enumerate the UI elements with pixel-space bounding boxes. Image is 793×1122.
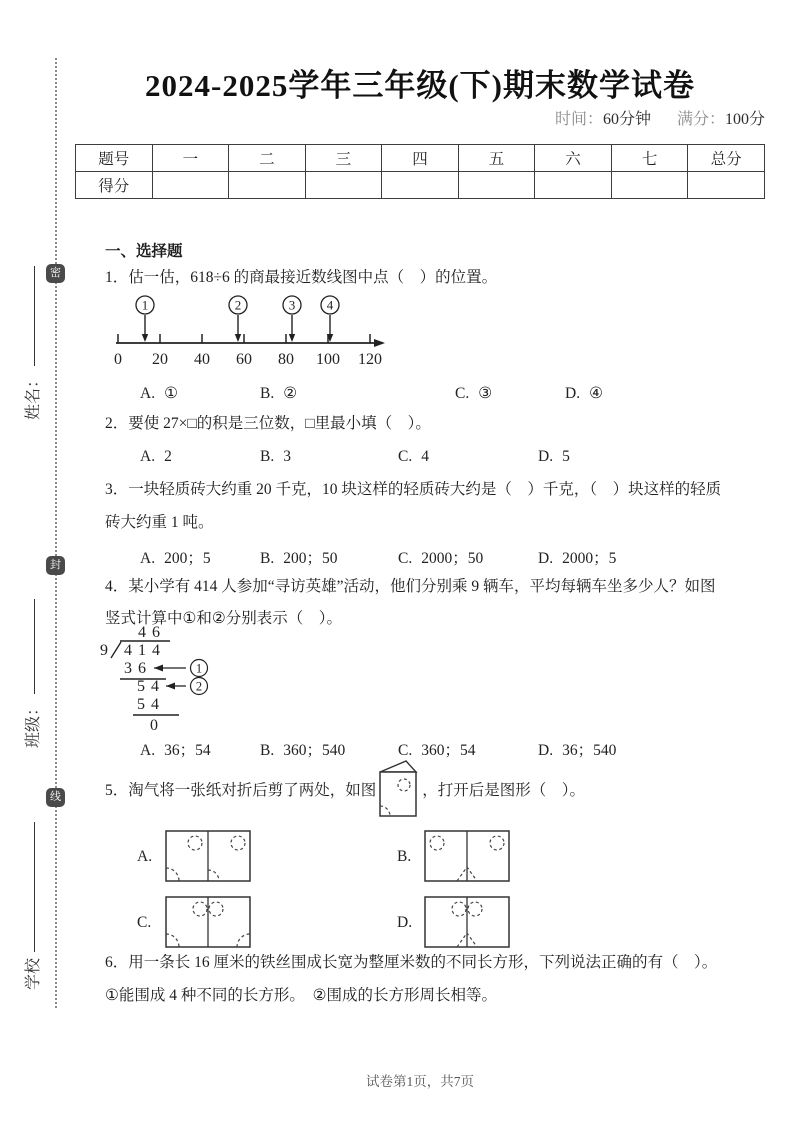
- tick-label: 20: [152, 351, 168, 368]
- class-field-label: 班级：: [25, 699, 42, 748]
- option-d: D. 5: [538, 448, 570, 465]
- division-remainder: 0: [150, 717, 164, 734]
- exam-meta: [75, 106, 765, 129]
- school-field: [20, 822, 43, 990]
- axis-arrowhead: [374, 339, 385, 347]
- division-step2: 54: [137, 678, 165, 695]
- option-b: B. 200；50: [260, 550, 338, 567]
- class-field: [20, 599, 43, 748]
- option-d-label: D.: [397, 914, 413, 931]
- score-header-cell: 题号: [76, 145, 153, 172]
- tick-label: 120: [358, 351, 382, 368]
- question-5-text: [105, 758, 765, 820]
- question-3-text-line2: 砖大约重 1 吨。: [105, 514, 214, 531]
- question-3-options: [105, 546, 765, 566]
- score-header-cell: 五: [458, 145, 535, 172]
- score-table: [75, 144, 765, 199]
- tick-label: 80: [278, 351, 294, 368]
- option-b-figure: [424, 830, 510, 882]
- division-dividend: 414: [124, 642, 166, 659]
- callout2-arrow: [166, 683, 175, 690]
- score-header-cell: 六: [535, 145, 612, 172]
- svg-text:4: 4: [326, 297, 334, 313]
- option-a: A. 36；54: [140, 742, 211, 759]
- seal-badge-mi: 密: [46, 264, 65, 283]
- name-field-label: 姓名：: [25, 371, 42, 420]
- school-field-blank: [33, 822, 35, 952]
- tick-label: 0: [114, 351, 122, 368]
- score-header-cell: 二: [229, 145, 306, 172]
- question-4-text-line2: 竖式计算中①和②分别表示（ ）。: [105, 610, 343, 627]
- question-1-options: [105, 384, 765, 404]
- score-header-cell: 一: [152, 145, 229, 172]
- class-field-blank: [33, 599, 35, 694]
- page-footer: 试卷第1页，共7页: [366, 1074, 474, 1089]
- division-step3: 54: [137, 696, 165, 713]
- number-line-figure: [106, 294, 398, 374]
- number-line-point-4: [321, 296, 339, 342]
- division-divisor: 9: [100, 642, 114, 659]
- division-callout-2: 2: [195, 679, 203, 694]
- option-d: D. 36；540: [538, 742, 617, 759]
- score-cell: [611, 172, 688, 199]
- svg-text:2: 2: [234, 297, 242, 313]
- division-callout-1: 1: [195, 661, 203, 676]
- score-table-score-row: [76, 172, 765, 199]
- option-b: B. ②: [260, 385, 298, 402]
- question-5-prefix: 5．淘气将一张纸对折后剪了两处，如图: [105, 782, 377, 799]
- seal-dotted-line: [55, 58, 57, 1008]
- option-a-figure: [165, 830, 251, 882]
- option-a-label: A.: [137, 848, 153, 865]
- svg-text:1: 1: [141, 297, 149, 313]
- option-d-figure: [424, 896, 510, 948]
- score-header-cell: 四: [382, 145, 459, 172]
- question-3-text-line1: 3．一块轻质砖大约重 20 千克，10 块这样的轻质砖大约是（ ）千克，（ ）块这样的轻质: [105, 481, 722, 498]
- fullscore-label: 满分：: [676, 111, 725, 128]
- score-cell: [535, 172, 612, 199]
- tick-label: 60: [236, 351, 252, 368]
- question-2-text: 2．要使 27×□的积是三位数，□里最小填（ ）。: [105, 415, 431, 432]
- division-step1: 36: [124, 660, 152, 677]
- option-d: D. 2000；5: [538, 550, 617, 567]
- score-cell: [688, 172, 765, 199]
- option-b: B. 3: [260, 448, 291, 465]
- name-field: [20, 266, 43, 420]
- question-1-text: 1．估一估，618÷6 的商最接近数线图中点（ ）的位置。: [105, 269, 498, 286]
- option-c-figure: [165, 896, 251, 948]
- callout1-arrow: [154, 665, 163, 672]
- option-d: D. ④: [565, 385, 603, 402]
- option-c: C. 360；54: [398, 742, 476, 759]
- option-c-label: C.: [137, 914, 152, 931]
- long-division-figure: [98, 622, 258, 734]
- score-table-header-row: [76, 145, 765, 172]
- option-c: C. 2000；50: [398, 550, 484, 567]
- score-header-cell: 三: [305, 145, 382, 172]
- name-field-blank: [33, 266, 35, 366]
- page-title: 2024-2025学年三年级(下)期末数学试卷: [145, 68, 695, 103]
- score-cell: [305, 172, 382, 199]
- option-b: B. 360；540: [260, 742, 346, 759]
- score-cell: [152, 172, 229, 199]
- seal-badge-feng: 封: [46, 556, 65, 575]
- option-c: C. 4: [398, 448, 429, 465]
- option-a: A. 200；5: [140, 550, 211, 567]
- score-row-label: 得分: [76, 172, 153, 199]
- score-cell: [229, 172, 306, 199]
- score-header-cell: 七: [611, 145, 688, 172]
- question-6-text-line1: 6．用一条长 16 厘米的铁丝围成长宽为整厘米数的不同长方形，下列说法正确的有（ ）。: [105, 954, 718, 971]
- school-field-label: 学校: [25, 957, 42, 990]
- division-quotient: 46: [138, 624, 166, 641]
- tick-label: 100: [316, 351, 340, 368]
- svg-text:3: 3: [288, 297, 296, 313]
- option-a: A. ①: [140, 385, 178, 402]
- seal-badge-xian: 线: [46, 788, 65, 807]
- fullscore-value: 100分: [724, 111, 765, 128]
- question-6-text-line2: ①能围成 4 种不同的长方形。 ②围成的长方形周长相等。: [105, 987, 498, 1004]
- score-cell: [458, 172, 535, 199]
- score-cell: [382, 172, 459, 199]
- tick-label: 40: [194, 351, 210, 368]
- time-label: 时间：: [554, 111, 603, 128]
- score-header-cell: 总分: [688, 145, 765, 172]
- question-2-options: [105, 448, 765, 468]
- section-heading: 一、选择题: [105, 243, 183, 260]
- folded-paper-figure: [376, 758, 422, 820]
- question-4-text-line1: 4．某小学有 414 人参加“寻访英雄”活动，他们分别乘 9 辆车，平均每辆车坐多少人？如图: [105, 578, 716, 595]
- option-a: A. 2: [140, 448, 172, 465]
- number-line-point-1: [136, 296, 154, 342]
- question-4-options: [105, 738, 765, 758]
- time-value: 60分钟: [602, 111, 651, 128]
- question-5-suffix: ，打开后是图形（ ）。: [422, 782, 586, 799]
- option-c: C. ③: [455, 385, 493, 402]
- option-b-label: B.: [397, 848, 412, 865]
